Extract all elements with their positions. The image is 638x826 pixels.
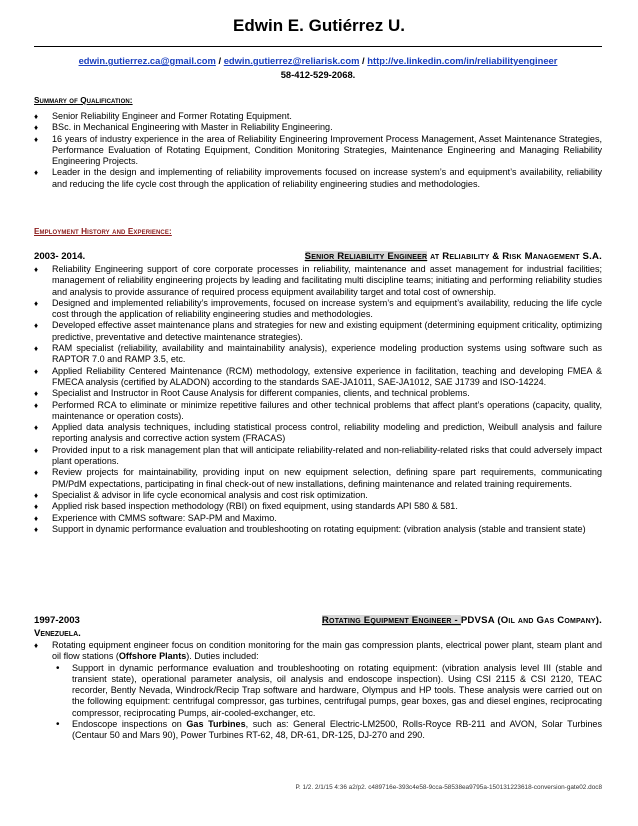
job1-role: Senior Reliability Engineer (304, 251, 428, 262)
candidate-name: Edwin E. Gutiérrez U. (233, 16, 405, 35)
sub2-text: Endoscope inspections on (72, 719, 187, 730)
phone-number: 58-412-529-2068. (280, 69, 356, 80)
linkedin-link[interactable]: http://ve.linkedin.com/in/reliabilityengineer (367, 55, 558, 66)
list-item: ♦ Leader in the design and implementing of reliability improvements focused on increase system’s and equipment’s availability, reliability and reducing the life cycle cost through the application of reliability engineering studies and methodologies. (34, 167, 602, 190)
list-item: ♦ Applied Reliability Centered Maintenance (RCM) methodology, extensive experience in facilitation, teaching and developing FMEA & FMECA analysis (certified by ALADON) according to the standards SAE-JA1011, SAE-JA1012, SAE J1739 and ISO-14224. (34, 366, 602, 389)
list-item: ♦ Performed RCA to eliminate or minimize repetitive failures and other technical problems that affect plant’s operations (capacity, quality, maintenance or operation costs). (34, 400, 602, 423)
list-item: ♦ BSc. in Mechanical Engineering with Master in Reliability Engineering. (34, 122, 602, 133)
list-item: ♦ Specialist and Instructor in Root Cause Analysis for different companies, clients, and technical problems. (34, 388, 602, 399)
list-item: ♦ 16 years of industry experience in the area of Reliability Engineering Improvement Process Management, Asset Maintenance Strategies, Performance Evaluation of Rotating Equipment, Condition Monitoring Strategies, Maintenance Engineering and Managing Reliability Engineering Projects. (34, 134, 602, 168)
contact-separator: / (215, 55, 224, 66)
list-item: ♦ Developed effective asset maintenance plans and strategies for new and existing equipment (determining equipment criticality, optimizing predictive, preventative and detective maintenance strategies). (34, 320, 602, 343)
job1-company: at Reliability & Risk Management S.A. (427, 251, 602, 262)
job2-dates: 1997-2003 (34, 615, 80, 626)
job2-title (322, 615, 602, 626)
sub-list-item (52, 719, 602, 742)
job1-title (305, 251, 602, 262)
summary-heading: Summary of Qualification: (34, 96, 133, 105)
list-item: ♦ Support in dynamic performance evaluation and troubleshooting on rotating equipment: (vibration analysis (stable and transient state) (34, 524, 602, 535)
header-rule (34, 46, 602, 47)
page-footer: P. 1/2. 2/1/15 4:36 a2/p2. c489716e-393c4e58-9cca-58538ea9795a-150131223618-conversion-gate02.doc8 (295, 784, 602, 791)
list-item: ♦ Specialist & advisor in life cycle economical analysis and cost risk optimization. (34, 490, 602, 501)
list-item: ♦ Applied risk based inspection methodology (RBI) on fixed equipment, using standards API 580 & 581. (34, 501, 602, 512)
list-item: ♦ Applied data analysis techniques, including statistical process control, reliability modeling and prediction, Weibull analysis and failure reporting analysis and corrective action system (FRACAS) (34, 422, 602, 445)
sub-list-item: • Support in dynamic performance evaluation and troubleshooting on rotating equipment: (vibration analysis level III (stable and transient state), operational parameter analysis, oil analysis and endoscope inspection). Using CSI 2115 & CSI 2120, TEAC recorder, Bently Nevada, Windrock/Recip Trap software and hardware, Olympus and HP tools. These analysis were carried out on the following equipment: centrifugal compressor, gas turbines, centrifugal pumps, gear boxes, gas and diesel engines, reciprocating compressor, reciprocating Pumps, air-cooled-exchanger, etc. (52, 663, 602, 719)
email-link-gmail[interactable]: edwin.gutierrez.ca@gmail.com (78, 55, 216, 66)
list-item: ♦ Reliability Engineering support of core corporate processes in reliability, maintenance and asset management for industrial facilities; management of reliability engineering projects by leading and facilitating multi discipline teams; initiating and performing reliability studies and analysis to provide assurance of required process equipment availability target and total cost of ownership. (34, 264, 602, 298)
job2-duties (34, 640, 602, 742)
list-item (34, 640, 602, 742)
job1-duties (34, 264, 602, 535)
job2-intro-tail: ). Duties included: (186, 651, 259, 662)
contact-block (34, 54, 602, 82)
job2-intro: Rotating equipment engineer focus on condition monitoring for the main gas compression plants, electrical power plant, steam plant and oil flow stations ( (52, 640, 602, 662)
employment-heading: Employment History and Experience: (34, 227, 172, 236)
job1-dates: 2003- 2014. (34, 251, 86, 262)
email-link-reliarisk[interactable]: edwin.gutierrez@reliarisk.com (223, 55, 360, 66)
job2-company: PDVSA (Oil and Gas Company). (460, 615, 602, 626)
list-item: ♦ RAM specialist (reliability, availability and maintainability analysis), experience modeling production systems using software such as RAPTOR 7.0 and RAMP 3.5, etc. (34, 343, 602, 366)
list-item: ♦ Senior Reliability Engineer and Former Rotating Equipment. (34, 111, 602, 122)
job2-intro-bold: Offshore Plants (118, 651, 187, 662)
list-item: ♦ Experience with CMMS software: SAP-PM and Maximo. (34, 513, 602, 524)
job2-role: Rotating Equipment Engineer - (321, 615, 461, 626)
summary-list (34, 111, 602, 190)
list-item: ♦ Designed and implemented reliability’s improvements, focused on increase system’s and equipment’s availability, reducing the life cycle cost through the application of reliability engineering studies and methodologies. (34, 298, 602, 321)
job2-location: Venezuela. (34, 628, 81, 639)
sub2-bold: Gas Turbines (186, 719, 246, 730)
list-item: ♦ Review projects for maintainability, providing input on new equipment selection, defining spare part requirements, communicating PM/PdM expectations, participating in final check-out of new installations, defining maintenance and related training requirements. (34, 467, 602, 490)
job2-sublist (52, 663, 602, 742)
sub2-tail: , such as: General Electric-LM2500, Rolls-Royce RB-211 and AVON, Solar Turbines (Centaur 50 and Mars 90), Power Turbines RT-62, 48, DR-61, DR-125, DJ-270 and 290. (72, 719, 602, 741)
list-item: ♦ Provided input to a risk management plan that will anticipate reliability-related and non-reliability-related risks that could adversely impact plant operations. (34, 445, 602, 468)
contact-separator: / (359, 55, 368, 66)
